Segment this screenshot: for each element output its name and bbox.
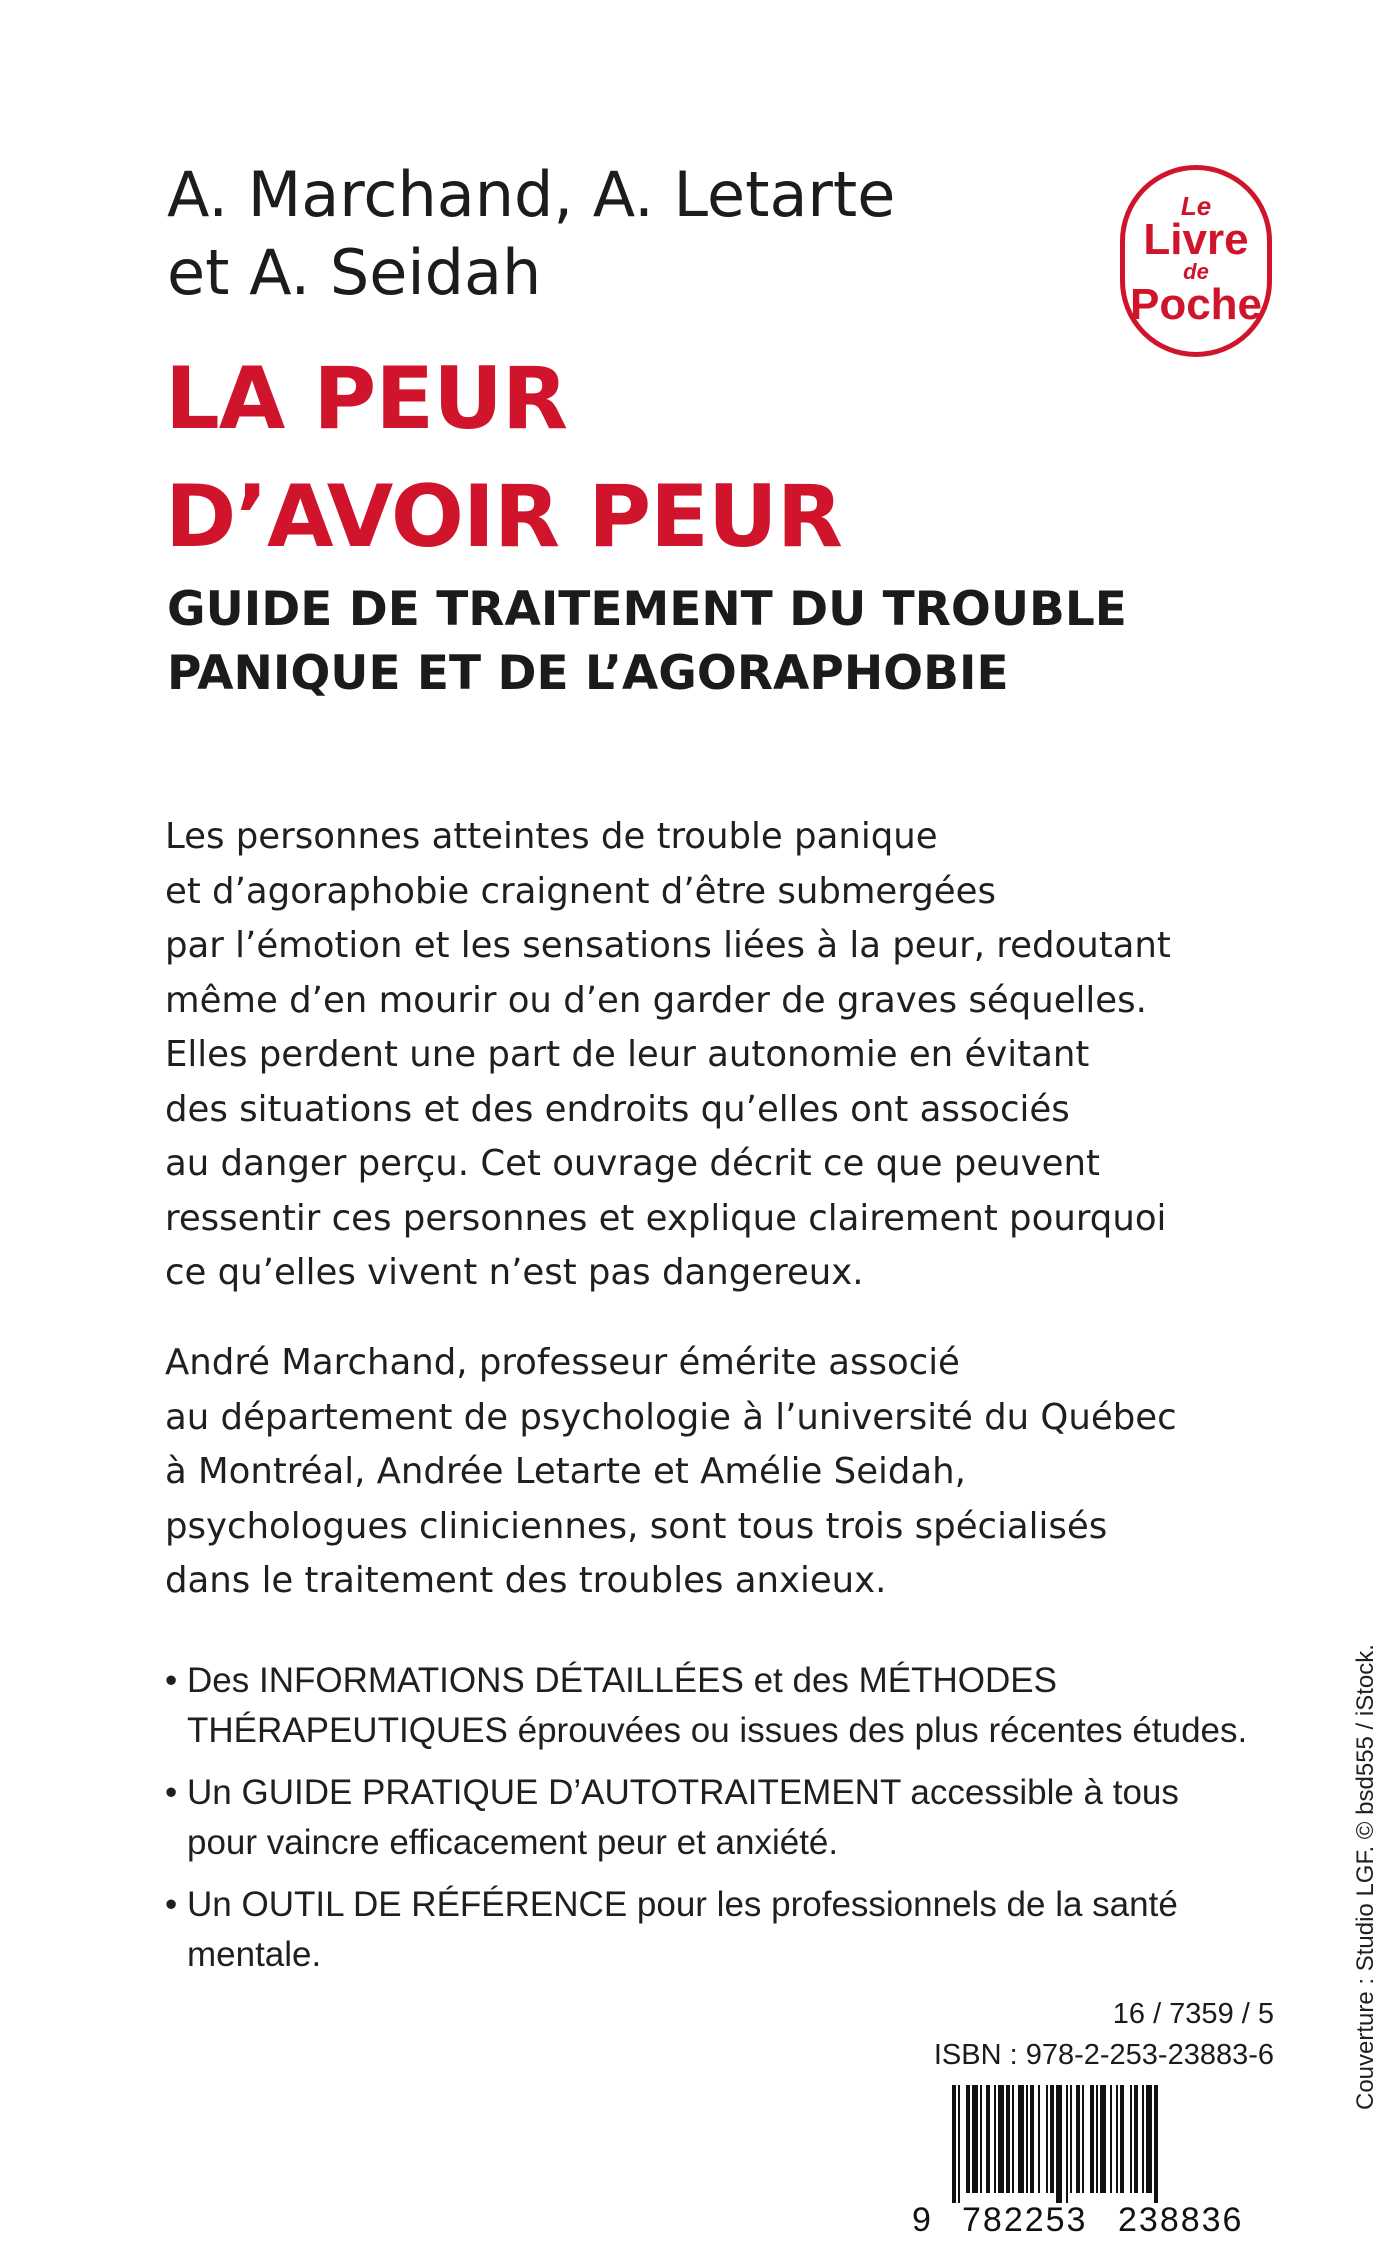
feature-line: THÉRAPEUTIQUES éprouvées ou issues des plus récentes études.: [187, 1711, 1248, 1750]
description-line: des situations et des endroits qu’elles ont associés: [165, 1088, 1070, 1130]
bullet-marker: •: [165, 1661, 178, 1700]
description-paragraph: [165, 810, 1285, 1301]
barcode-bar: [1050, 2085, 1054, 2193]
barcode-bar: [1076, 2085, 1080, 2193]
barcode-bar: [1082, 2085, 1084, 2193]
authors-line-1: A. Marchand, A. Letarte: [167, 158, 896, 231]
title-line-2: D’AVOIR PEUR: [165, 467, 842, 567]
bullet-marker: •: [165, 1885, 178, 1924]
catalog-code: 16 / 7359 / 5: [1112, 1998, 1274, 2030]
barcode-bar: [1130, 2085, 1132, 2193]
barcode-bar: [952, 2085, 956, 2203]
barcode-bar: [1154, 2085, 1158, 2203]
description-line: par l’émotion et les sensations liées à la peur, redoutant: [165, 925, 1171, 966]
barcode-bar: [966, 2085, 970, 2193]
barcode-bar: [1066, 2085, 1068, 2203]
publisher-logo: [1120, 165, 1272, 357]
barcode-bar: [986, 2085, 990, 2193]
description-line: et d’agoraphobie craignent d’être submergées: [165, 870, 996, 912]
barcode-bar: [998, 2085, 1004, 2193]
about-authors-paragraph: [165, 1336, 1285, 1609]
description-line: Les personnes atteintes de trouble panique: [165, 816, 938, 857]
description-line: même d’en mourir ou d’en garder de graves séquelles.: [165, 979, 1147, 1021]
title-line-1: LA PEUR: [165, 349, 568, 449]
about-authors-line: à Montréal, Andrée Letarte et Amélie Seidah,: [165, 1451, 966, 1492]
logo-word-de: de: [1183, 259, 1209, 284]
barcode-digits-left: 782253: [962, 2201, 1088, 2235]
barcode-bar: [1046, 2085, 1048, 2193]
about-authors-line: André Marchand, professeur émérite associé: [165, 1342, 960, 1383]
isbn-number: ISBN : 978-2-253-23883-6: [933, 2039, 1274, 2071]
logo-word-le: Le: [1180, 191, 1212, 221]
barcode-bar: [1116, 2085, 1118, 2193]
feature-line: Un OUTIL DE RÉFÉRENCE pour les professionnels de la santé: [187, 1885, 1178, 1924]
barcode-bar: [1146, 2085, 1152, 2193]
feature-line: Un GUIDE PRATIQUE D’AUTOTRAITEMENT accessible à tous: [187, 1773, 1179, 1812]
barcode-bar: [1070, 2085, 1072, 2193]
description-line: ce qu’elles vivent n’est pas dangereux.: [165, 1252, 864, 1293]
barcode-bar: [994, 2085, 996, 2193]
feature-line: pour vaincre efficacement peur et anxiété.: [187, 1823, 839, 1862]
barcode-bar: [1110, 2085, 1112, 2193]
book-subtitle: [167, 578, 1317, 706]
description-line: Elles perdent une part de leur autonomie en évitant: [165, 1034, 1090, 1075]
barcode-bar: [1012, 2085, 1014, 2193]
barcode-first-digit: 9: [912, 2201, 931, 2235]
barcode-bar: [1142, 2085, 1144, 2193]
subtitle-line-2: PANIQUE ET DE L’AGORAPHOBIE: [167, 646, 1009, 701]
barcode-bar: [1120, 2085, 1124, 2193]
bullet-marker: •: [165, 1773, 178, 1812]
barcode-bar: [1090, 2085, 1094, 2193]
authors: [167, 156, 1067, 312]
feature-item: [165, 1768, 1295, 1868]
feature-list: [165, 1656, 1295, 1992]
barcode-bars: [952, 2085, 1158, 2203]
subtitle-line-1: GUIDE DE TRAITEMENT DU TROUBLE: [167, 582, 1127, 637]
about-authors-line: au département de psychologie à l’université du Québec: [165, 1396, 1177, 1438]
barcode-bar: [1056, 2085, 1062, 2203]
feature-line: mentale.: [187, 1935, 322, 1974]
barcode-bar: [1006, 2085, 1010, 2193]
barcode-bar: [1026, 2085, 1028, 2193]
barcode-bar: [1134, 2085, 1138, 2193]
barcode-bar: [972, 2085, 978, 2193]
about-authors-line: dans le traitement des troubles anxieux.: [165, 1560, 887, 1601]
book-title: [165, 340, 1165, 576]
logo-word-livre: Livre: [1143, 215, 1249, 264]
barcode-graphic: [912, 2085, 1274, 2235]
barcode-bar: [1030, 2085, 1034, 2193]
description-line: au danger perçu. Cet ouvrage décrit ce que peuvent: [165, 1143, 1100, 1184]
cover-credit: Couverture : Studio LGF. © bsd555 / iStock.: [1352, 1644, 1379, 2110]
description-line: ressentir ces personnes et explique clairement pourquoi: [165, 1197, 1167, 1239]
barcode-bar: [1018, 2085, 1024, 2193]
about-authors-line: psychologues cliniciennes, sont tous trois spécialisés: [165, 1505, 1108, 1547]
feature-item: [165, 1656, 1295, 1756]
barcode-bar: [1096, 2085, 1098, 2193]
feature-line: Des INFORMATIONS DÉTAILLÉES et des MÉTHODES: [187, 1661, 1057, 1700]
authors-line-2: et A. Seidah: [167, 236, 542, 309]
logo-word-poche: Poche: [1129, 280, 1263, 329]
barcode-digits-right: 238836: [1118, 2201, 1244, 2235]
feature-item: [165, 1880, 1295, 1980]
barcode-bar: [980, 2085, 982, 2193]
barcode: [912, 2085, 1274, 2235]
barcode-bar: [1038, 2085, 1040, 2193]
barcode-bar: [1100, 2085, 1106, 2193]
barcode-bar: [958, 2085, 960, 2203]
